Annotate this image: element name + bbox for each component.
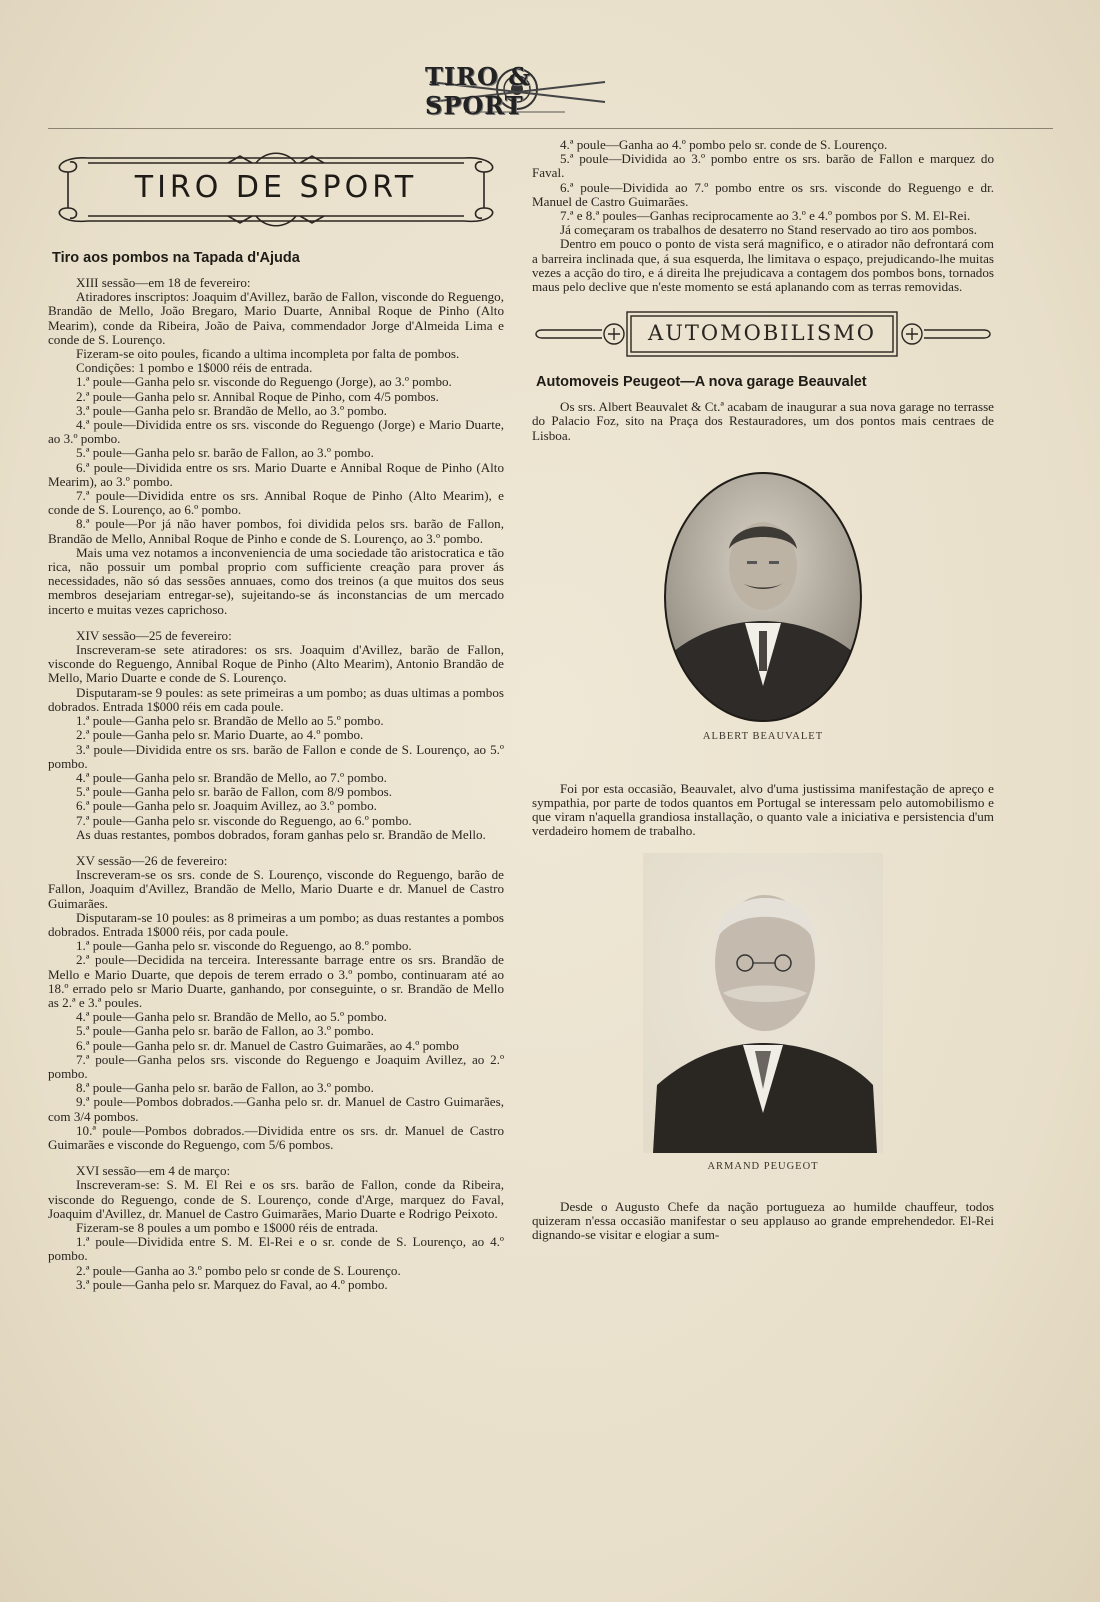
paragraph: 7.ª e 8.ª poules—Ganhas reciprocamente ao 3.º e 4.º pombos por S. M. El-Rei.	[560, 208, 971, 224]
paragraph: Condições: 1 pombo e 1$000 réis de entrada.	[76, 360, 313, 376]
paragraph: Inscreveram-se: S. M. El Rei e os srs. barão de Fallon, conde da Ribeira, visconde do Reguengo, conde de S. Lourenço, conde d'Arge, marquez do Faval, Joaquim d'Avillez, dr. Manuel de Castro Guimarães, Mario Duarte e Rodrigo Peixoto.	[48, 1177, 504, 1221]
paragraph: Disputaram-se 9 poules: as sete primeiras a um pombo; as duas ultimas a pombos dobrados. Entrada 1$000 réis em cada poule.	[48, 684, 504, 714]
paragraph: Dentro em pouco o ponto de vista será magnifico, e o atirador não defrontará com a barreira inclinada que, á sua esquerda, lhe limitava o espaço, prejudicando-lhe muitas vezes a acção do tiro, e á direita lhe prejudicava a contagem dos pombos bons, tornados maus pelo declive que n'este momento se está aplanando com as terras removidas.	[532, 236, 994, 295]
paragraph: 8.ª poule—Por já não haver pombos, foi dividida pelos srs. barão de Fallon, Brandão de Mello, Annibal Roque de Pinho e conde de S. Lourenço, ao 3.º pombo.	[48, 516, 504, 546]
paragraph: Disputaram-se 10 poules: as 8 primeiras a um pombo; as duas restantes a pombos dobrados. Entrada 1$000 réis, por cada poule.	[48, 909, 504, 939]
paragraph: 3.ª poule—Dividida entre os srs. barão de Fallon e conde de S. Lourenço, ao 5.º pombo.	[48, 741, 504, 771]
paragraph: XIII sessão—em 18 de fevereiro:	[76, 275, 251, 290]
paragraph: 1.ª poule—Dividida entre S. M. El-Rei e o sr. conde de S. Lourenço, ao 4.º pombo.	[48, 1234, 504, 1264]
paragraph: Foi por esta occasião, Beauvalet, alvo d'uma justissima manifestação de apreço e sympathia, por parte de todos quantos em Portugal se interessam pelo automobilismo e que viram n'aquella grandiosa installação, o quanto vale a iniciativa e persistencia d'um verdadeiro homem de trabalho.	[532, 780, 994, 839]
paragraph: 3.ª poule—Ganha pelo sr. Marquez do Faval, ao 4.º pombo.	[76, 1276, 388, 1292]
paragraph: 5.ª poule—Ganha pelo sr. barão de Fallon, com 8/9 pombos.	[76, 784, 392, 800]
article-subhead: Automoveis Peugeot—A nova garage Beauvalet	[536, 374, 867, 391]
portrait-photo-icon	[643, 853, 883, 1153]
article-body-mid	[532, 782, 994, 839]
paragraph: 9.ª poule—Pombos dobrados.—Ganha pelo sr. dr. Manuel de Castro Guimarães, com 3/4 pombos.	[48, 1094, 504, 1124]
paragraph: 6.ª poule—Ganha pelo sr. dr. Manuel de Castro Guimarães, ao 4.º pombo	[76, 1037, 459, 1053]
article-intro	[532, 400, 994, 443]
section-title: TIRO DE SPORT	[134, 170, 418, 205]
paragraph: 1.ª poule—Ganha pelo sr. Brandão de Mello ao 5.º pombo.	[76, 713, 384, 729]
paragraph: 3.ª poule—Ganha pelo sr. Brandão de Mello, ao 3.º pombo.	[76, 402, 387, 418]
paragraph: Inscreveram-se os srs. conde de S. Lourenço, visconde do Reguengo, barão de Fallon, Joaquim d'Avillez, Brandão de Mello, Mario Duarte e dr. Manuel de Castro Guimarães.	[48, 867, 504, 911]
caption-armand-peugeot: ARMAND PEUGEOT	[707, 1160, 819, 1172]
paragraph: Mais uma vez notamos a inconveniencia de uma sociedade tão aristocratica e tão rica, não possuir um pombal proprio com sufficiente creação para prover ás necessidades, não só das sessões annuaes, como dos treinos (a que muitos dos seus membros desejariam entregar-se), sujeitando-se ás inconstancias de um mercado incerto e muitas vezes caprichoso.	[48, 544, 504, 617]
paragraph: 8.ª poule—Ganha pelo sr. barão de Fallon, ao 3.º pombo.	[76, 1080, 374, 1096]
section-title: AUTOMOBILISMO	[648, 321, 876, 346]
paragraph: Inscreveram-se sete atiradores: os srs. Joaquim d'Avillez, barão de Fallon, visconde do Reguengo, Annibal Roque de Pinho (Alto Mearim), Antonio Brandão de Mello, Mario Duarte e conde de S. Lourenço.	[48, 642, 504, 686]
article-body-right	[532, 138, 994, 294]
paragraph: 4.ª poule—Ganha pelo sr. Brandão de Mello, ao 5.º pombo.	[76, 1009, 387, 1025]
masthead-title: TIRO & SPORT	[425, 62, 531, 120]
paragraph: 10.ª poule—Pombos dobrados.—Dividida entre os srs. dr. Manuel de Castro Guimarães e visconde do Reguengo, com 5/6 pombos.	[48, 1122, 504, 1152]
session-heading: XIV sessão—25 de fevereiro:	[76, 627, 232, 643]
portrait-armand-peugeot	[643, 853, 883, 1153]
top-rule	[48, 128, 1053, 129]
left-column	[48, 138, 504, 1292]
paragraph: 7.ª poule—Ganha pelo sr. visconde do Reguengo, ao 6.º pombo.	[76, 812, 412, 828]
paragraph: Os srs. Albert Beauvalet & Ct.ª acabam de inaugurar a sua nova garage no terrasse do Palacio Foz, sito na Praça dos Restauradores, um dos pontos mais centraes de Lisboa.	[532, 399, 994, 443]
paragraph: Atiradores inscriptos: Joaquim d'Avillez, barão de Fallon, visconde do Reguengo, Brandão de Mello, João Bregaro, Mario Duarte, Annibal Roque de Pinho (Alto Mearim), conde da Ribeira, João de Paiva, commendador Jorge d'Almeida Lima e conde de S. Lourenço.	[48, 289, 504, 347]
tiro-de-sport-banner	[48, 142, 504, 238]
automobilismo-banner	[532, 308, 994, 362]
session-heading: XVI sessão—em 4 de março:	[76, 1163, 231, 1179]
paragraph: 1.ª poule—Ganha pelo sr. visconde do Reguengo, ao 8.º pombo.	[76, 938, 412, 954]
paragraph: 2.ª poule—Decidida na terceira. Interessante barrage entre os srs. Brandão de Mello e Mario Duarte, que depois de terem errado o 3.º pombo, continuaram até ao 18.º errado pelo sr Mario Duarte, ganhando, por conseguinte, o sr. Brandão de Mello as 2.ª e 3.ª poules.	[48, 952, 504, 1010]
paragraph: 7.ª poule—Dividida entre os srs. Annibal Roque de Pinho (Alto Mearim), e conde de S. Lourenço, ao 6.º pombo.	[48, 488, 504, 518]
session-heading: XV sessão—26 de fevereiro:	[76, 852, 228, 868]
paragraph: Desde o Augusto Chefe da nação portugueza ao humilde chauffeur, todos quizeram n'essa occasião manifestar o seu applauso ao grande emprehendedor. El-Rei dignando-se visitar e elogiar a sum-	[532, 1198, 994, 1243]
paragraph: 6.ª poule—Ganha pelo sr. Joaquim Avillez, ao 3.º pombo.	[76, 798, 377, 814]
portrait-albert-beauvalet	[663, 471, 863, 723]
paragraph: 6.ª poule—Dividida ao 7.º pombo entre os srs. visconde do Reguengo e dr. Manuel de Castro Guimarães.	[532, 179, 994, 209]
article-body-left	[48, 276, 504, 1292]
paragraph: 4.ª poule—Ganha pelo sr. Brandão de Mello, ao 7.º pombo.	[76, 769, 387, 785]
paragraph: Fizeram-se 8 poules a um pombo e 1$000 réis de entrada.	[76, 1220, 379, 1235]
paragraph: Fizeram-se oito poules, ficando a ultima incompleta por falta de pombos.	[76, 346, 460, 362]
masthead	[425, 62, 610, 120]
paragraph: 2.ª poule—Ganha pelo sr. Mario Duarte, ao 4.º pombo.	[76, 727, 364, 743]
paragraph: 4.ª poule—Ganha ao 4.º pombo pelo sr. conde de S. Lourenço.	[560, 137, 888, 152]
paragraph: As duas restantes, pombos dobrados, foram ganhas pelo sr. Brandão de Mello.	[76, 826, 486, 842]
right-column	[532, 138, 994, 1242]
portrait-photo-icon	[663, 471, 863, 723]
paragraph: 1.ª poule—Ganha pelo sr. visconde do Reguengo (Jorge), ao 3.º pombo.	[76, 374, 452, 390]
caption-albert-beauvalet: ALBERT BEAUVALET	[702, 730, 824, 742]
article-body-end	[532, 1200, 994, 1243]
paragraph: 2.ª poule—Ganha pelo sr. Annibal Roque de Pinho, com 4/5 pombos.	[76, 388, 439, 404]
paragraph: 5.ª poule—Ganha pelo sr. barão de Fallon, ao 3.º pombo.	[76, 445, 374, 461]
paragraph: 5.ª poule—Ganha pelo sr. barão de Fallon, ao 3.º pombo.	[76, 1023, 374, 1039]
paragraph: 2.ª poule—Ganha ao 3.º pombo pelo sr conde de S. Lourenço.	[76, 1262, 401, 1278]
paragraph: 7.ª poule—Ganha pelos srs. visconde do Reguengo e Joaquim Avillez, ao 2.º pombo.	[48, 1051, 504, 1081]
article-subhead: Tiro aos pombos na Tapada d'Ajuda	[52, 250, 300, 266]
paragraph: 4.ª poule—Dividida entre os srs. visconde do Reguengo (Jorge) e Mario Duarte, ao 3.º pombo.	[48, 417, 504, 447]
paragraph: 5.ª poule—Dividida ao 3.º pombo entre os srs. barão de Fallon e marquez do Faval.	[532, 151, 994, 181]
paragraph: Já começaram os trabalhos de desaterro no Stand reservado ao tiro aos pombos.	[560, 222, 978, 238]
paragraph: 6.ª poule—Dividida entre os srs. Mario Duarte e Annibal Roque de Pinho (Alto Mearim), ao 3.º pombo.	[48, 459, 504, 489]
